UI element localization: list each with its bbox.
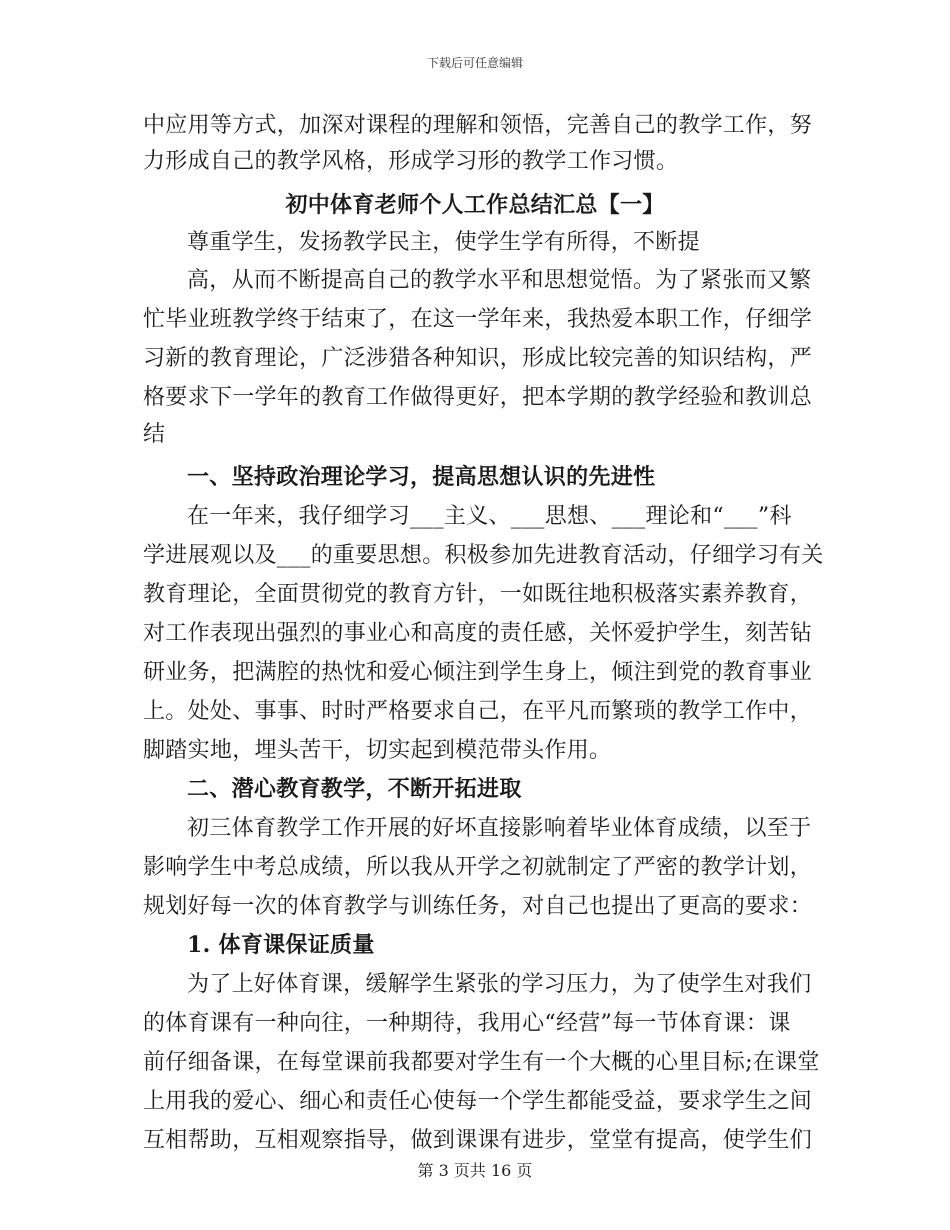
body-line: 中应用等方式，加深对课程的理解和领悟，完善自己的教学工作，努 xyxy=(143,113,813,138)
body-line: 影响学生中考总成绩，所以我从开学之初就制定了严密的教学计划， xyxy=(143,855,813,880)
heading-one: 一、坚持政治理论学习，提高思想认识的先进性 xyxy=(187,464,656,490)
body-line: 在一年来，我仔细学习___主义、___思想、___理论和“___”科 xyxy=(187,504,792,529)
section-title: 初中体育老师个人工作总结汇总【一】 xyxy=(285,192,665,218)
body-line: 忙毕业班教学终于结束了，在这一学年来，我热爱本职工作，仔细学 xyxy=(143,307,813,332)
document-body xyxy=(143,108,824,1160)
heading-two: 二、潜心教育教学，不断开拓进取 xyxy=(187,776,522,802)
body-line: 的体育课有一种向往，一种期待，我用心“经营”每一节体育课：课 xyxy=(143,1011,791,1036)
body-line: 教育理论，全面贯彻党的教育方针，一如既往地积极落实素养教育， xyxy=(143,582,813,607)
body-line: 尊重学生，发扬教学民主，使学生学有所得，不断提 xyxy=(187,230,700,255)
body-line: 高，从而不断提高自己的教学水平和思想觉悟。为了紧张而又繁 xyxy=(187,268,812,293)
body-line: 上用我的爱心、细心和责任心使每一个学生都能受益，要求学生之间 xyxy=(143,1089,813,1114)
body-line: 对工作表现出强烈的事业心和高度的责任感，关怀爱护学生，刻苦钻 xyxy=(143,621,813,646)
body-line: 上。处处、事事、时时严格要求自己，在平凡而繁琐的教学工作中， xyxy=(143,699,813,724)
body-line: 互相帮助，互相观察指导，做到课课有进步，堂堂有提高，使学生们 xyxy=(143,1128,813,1153)
subheading-1: 1. 体育课保证质量 xyxy=(187,932,375,958)
body-line: 为了上好体育课，缓解学生紧张的学习压力，为了使学生对我们 xyxy=(187,972,812,997)
body-line: 脚踏实地，埋头苦干，切实起到模范带头作用。 xyxy=(143,738,612,763)
body-line: 力形成自己的教学风格，形成学习形的教学工作习惯。 xyxy=(143,149,679,174)
body-line: 习新的教育理论，广泛涉猎各种知识，形成比较完善的知识结构，严 xyxy=(143,346,813,371)
body-line: 研业务，把满腔的热忱和爱心倾注到学生身上，倾注到党的教育事业 xyxy=(143,660,813,685)
body-line: 前仔细备课，在每堂课前我都要对学生有一个大概的心里目标;在课堂 xyxy=(143,1050,820,1075)
body-line: 结 xyxy=(143,422,166,447)
page-number: 第 3 页共 16 页 xyxy=(417,1161,533,1180)
body-line: 初三体育教学工作开展的好坏直接影响着毕业体育成绩，以至于 xyxy=(187,816,812,841)
download-note: 下载后可任意编辑 xyxy=(426,56,523,70)
body-line: 格要求下一学年的教育工作做得更好，把本学期的教学经验和教训总 xyxy=(143,385,813,410)
body-line: 规划好每一次的体育教学与训练任务，对自己也提出了更高的要求： xyxy=(143,894,813,919)
body-line: 学进展观以及___的重要思想。积极参加先进教育活动，仔细学习有关 xyxy=(143,543,824,568)
